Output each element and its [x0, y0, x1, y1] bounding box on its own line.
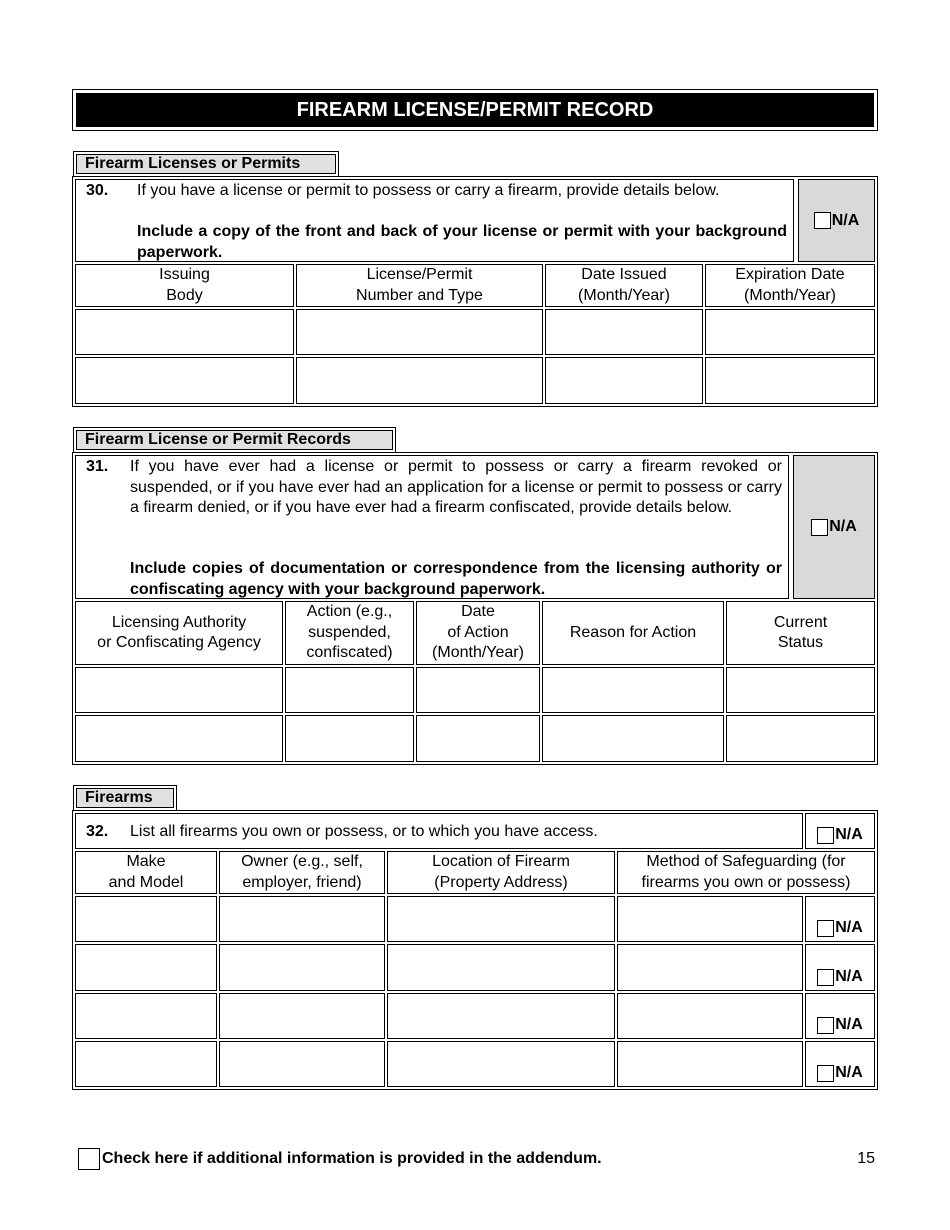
- column-header: Date Issued (Month/Year): [545, 264, 703, 307]
- na-label: N/A: [835, 1016, 863, 1033]
- column-header: Action (e.g., suspended, confiscated): [285, 601, 414, 665]
- table-cell-input[interactable]: [75, 715, 283, 762]
- table-cell-input[interactable]: [705, 357, 875, 404]
- section-30-heading-box: [73, 151, 339, 177]
- table-cell-input[interactable]: [285, 667, 414, 713]
- table-cell-input[interactable]: [542, 667, 724, 713]
- table-cell-input[interactable]: [387, 993, 615, 1039]
- table-cell-input[interactable]: [545, 309, 703, 355]
- table-cell-input[interactable]: [617, 944, 803, 991]
- row-na-option[interactable]: [805, 944, 875, 991]
- table-cell-input[interactable]: [75, 667, 283, 713]
- table-cell-input[interactable]: [617, 896, 803, 942]
- table-cell-input[interactable]: [542, 715, 724, 762]
- question-number: 31.: [86, 458, 109, 475]
- table-cell-input[interactable]: [387, 896, 615, 942]
- na-checkbox[interactable]: [811, 519, 828, 536]
- column-header: Owner (e.g., self, employer, friend): [219, 851, 385, 894]
- addendum-option[interactable]: [78, 1148, 602, 1170]
- row-na-option[interactable]: [805, 993, 875, 1039]
- question-30: [75, 179, 794, 262]
- table-cell-input[interactable]: [617, 993, 803, 1039]
- na-option[interactable]: [805, 813, 875, 849]
- na-checkbox[interactable]: [817, 827, 834, 844]
- na-checkbox[interactable]: [817, 1017, 834, 1034]
- na-option[interactable]: [793, 455, 875, 599]
- table-cell-input[interactable]: [296, 357, 543, 404]
- table-cell-input[interactable]: [75, 944, 217, 991]
- na-option[interactable]: [798, 179, 875, 262]
- na-label: N/A: [835, 826, 863, 843]
- na-label: N/A: [829, 518, 857, 535]
- na-label: N/A: [831, 211, 860, 229]
- na-checkbox[interactable]: [817, 1065, 834, 1082]
- question-31: [75, 455, 789, 599]
- section-31-block: [72, 452, 878, 765]
- table-cell-input[interactable]: [75, 309, 294, 355]
- section-30-heading: Firearm Licenses or Permits: [76, 154, 336, 174]
- page-title: FIREARM LICENSE/PERMIT RECORD: [76, 93, 874, 127]
- table-cell-input[interactable]: [296, 309, 543, 355]
- column-header: Issuing Body: [75, 264, 294, 307]
- question-instruction: Include a copy of the front and back of your license or permit with your background paperwork.: [137, 223, 787, 261]
- table-cell-input[interactable]: [75, 896, 217, 942]
- column-header: Make and Model: [75, 851, 217, 894]
- table-cell-input[interactable]: [416, 715, 540, 762]
- table-cell-input[interactable]: [75, 993, 217, 1039]
- page-title-box: [72, 89, 878, 131]
- question-32: [75, 813, 803, 849]
- table-cell-input[interactable]: [416, 667, 540, 713]
- column-header: Current Status: [726, 601, 875, 665]
- table-cell-input[interactable]: [726, 715, 875, 762]
- column-header: Licensing Authority or Confiscating Agency: [75, 601, 283, 665]
- question-instruction: Include copies of documentation or correspondence from the licensing authority or confiscating agency with your background paperwork.: [130, 560, 782, 598]
- question-number: 32.: [86, 823, 109, 840]
- addendum-checkbox[interactable]: [78, 1148, 100, 1170]
- na-checkbox[interactable]: [814, 212, 831, 229]
- table-cell-input[interactable]: [705, 309, 875, 355]
- section-32-heading-box: [73, 785, 177, 811]
- section-32-heading: Firearms: [76, 788, 174, 808]
- question-number: 30.: [86, 182, 109, 199]
- column-header: Date of Action (Month/Year): [416, 601, 540, 665]
- section-31-heading-box: [73, 427, 396, 453]
- na-label: N/A: [835, 968, 863, 985]
- question-text: List all firearms you own or possess, or to which you have access.: [130, 823, 598, 840]
- table-cell-input[interactable]: [219, 896, 385, 942]
- table-cell-input[interactable]: [726, 667, 875, 713]
- question-text: If you have ever had a license or permit to possess or carry a firearm revoked or suspended, or if you have ever had an application for a license or permit to possess or carry a firearm denied, or if you have ever had a firearm confiscated, provide details below.: [130, 458, 782, 516]
- na-label: N/A: [835, 919, 863, 936]
- table-cell-input[interactable]: [617, 1041, 803, 1087]
- table-cell-input[interactable]: [285, 715, 414, 762]
- question-text: If you have a license or permit to possess or carry a firearm, provide details below.: [137, 182, 720, 199]
- column-header: License/Permit Number and Type: [296, 264, 543, 307]
- table-cell-input[interactable]: [545, 357, 703, 404]
- column-header: Reason for Action: [542, 601, 724, 665]
- section-31-heading: Firearm License or Permit Records: [76, 430, 393, 450]
- table-cell-input[interactable]: [219, 944, 385, 991]
- column-header: Method of Safeguarding (for firearms you own or possess): [617, 851, 875, 894]
- section-32-block: [72, 810, 878, 1090]
- table-cell-input[interactable]: [75, 1041, 217, 1087]
- table-cell-input[interactable]: [75, 357, 294, 404]
- addendum-label: Check here if additional information is provided in the addendum.: [102, 1150, 602, 1167]
- table-cell-input[interactable]: [387, 1041, 615, 1087]
- na-label: N/A: [835, 1064, 863, 1081]
- na-checkbox[interactable]: [817, 920, 834, 937]
- table-cell-input[interactable]: [219, 993, 385, 1039]
- table-cell-input[interactable]: [219, 1041, 385, 1087]
- section-30-block: [72, 176, 878, 407]
- row-na-option[interactable]: [805, 896, 875, 942]
- column-header: Expiration Date (Month/Year): [705, 264, 875, 307]
- row-na-option[interactable]: [805, 1041, 875, 1087]
- page-number: 15: [857, 1150, 875, 1167]
- na-checkbox[interactable]: [817, 969, 834, 986]
- table-cell-input[interactable]: [387, 944, 615, 991]
- column-header: Location of Firearm (Property Address): [387, 851, 615, 894]
